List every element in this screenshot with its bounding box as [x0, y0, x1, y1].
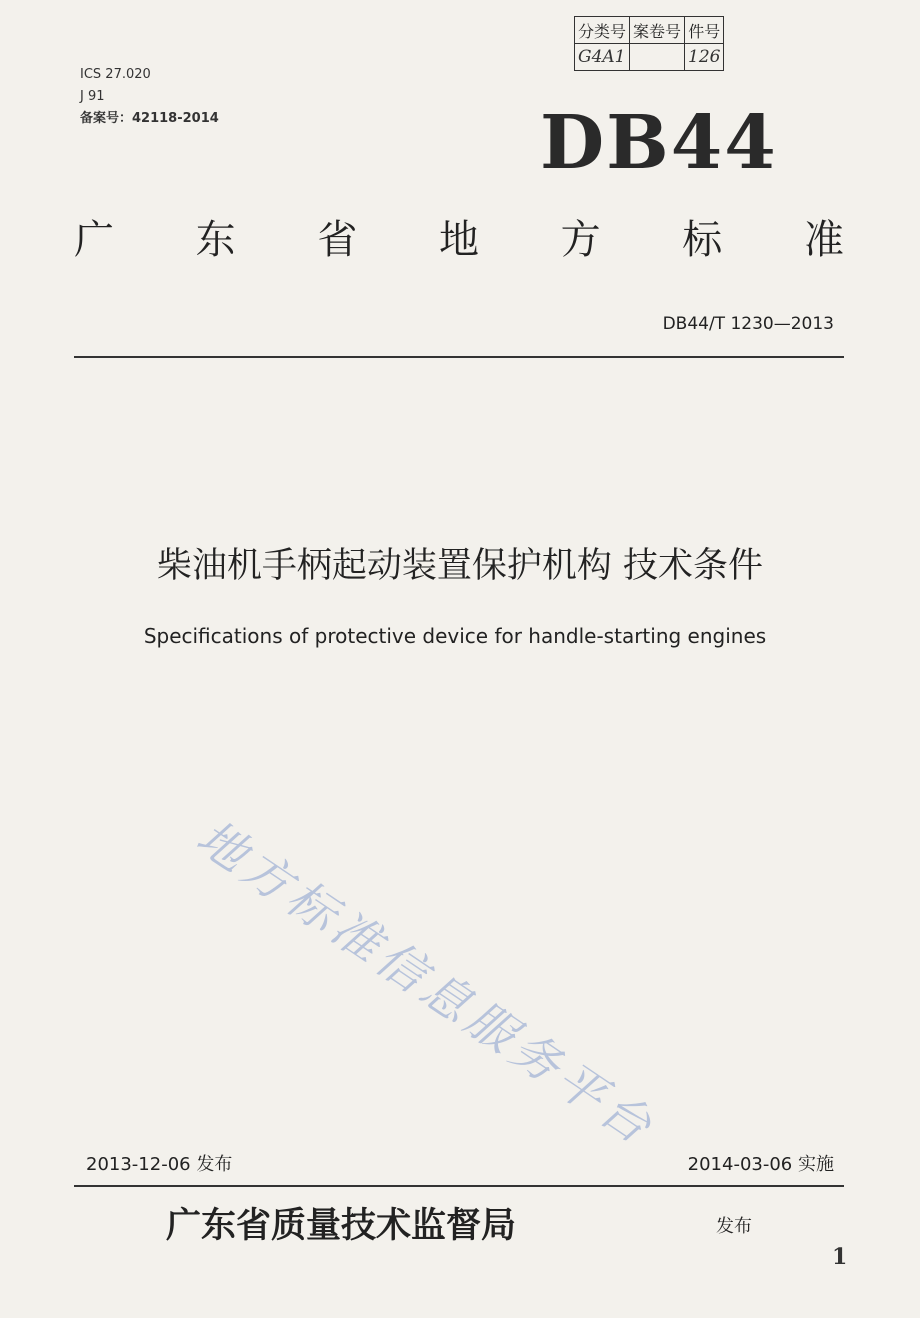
archive-stamp: [574, 16, 724, 71]
bottom-divider: [74, 1185, 844, 1187]
stamp-header-file: 案卷号: [630, 17, 685, 44]
page-number: 1: [832, 1244, 848, 1270]
stamp-header-item: 件号: [685, 17, 724, 44]
title-char: 广: [74, 217, 114, 263]
title-char: 标: [682, 217, 723, 263]
provincial-standard-title: [74, 208, 844, 265]
title-char: 准: [803, 217, 844, 263]
implementation-date: 2014-03-06 实施: [687, 1154, 834, 1175]
issuer-tag: 发布: [716, 1216, 752, 1237]
db44-logo: DB44: [540, 100, 778, 186]
filing-number: 备案号：42118-2014: [80, 111, 219, 126]
english-title: Specifications of protective device for handle-starting engines: [143, 624, 767, 648]
title-char: 东: [195, 217, 236, 263]
standard-number: DB44/T 1230—2013: [662, 314, 834, 334]
issuing-authority: 广东省质量技术监督局: [166, 1205, 517, 1246]
title-char: 方: [560, 217, 601, 263]
stamp-header-category: 分类号: [575, 17, 630, 44]
stamp-value-file: [630, 44, 685, 71]
ics-code: ICS 27.020: [80, 67, 151, 82]
stamp-value-category: G4A1: [575, 44, 630, 71]
top-divider: [74, 356, 844, 358]
issue-date: 2013-12-06 发布: [86, 1154, 233, 1175]
chinese-title: 柴油机手柄起动装置保护机构 技术条件: [156, 546, 764, 586]
ccs-code: J 91: [80, 89, 105, 104]
watermark: 地方标准信息服务平台: [186, 809, 666, 1158]
title-char: 省: [317, 217, 358, 263]
classification-block: [80, 64, 219, 130]
stamp-value-item: 126: [685, 44, 724, 71]
title-char: 地: [438, 217, 479, 263]
